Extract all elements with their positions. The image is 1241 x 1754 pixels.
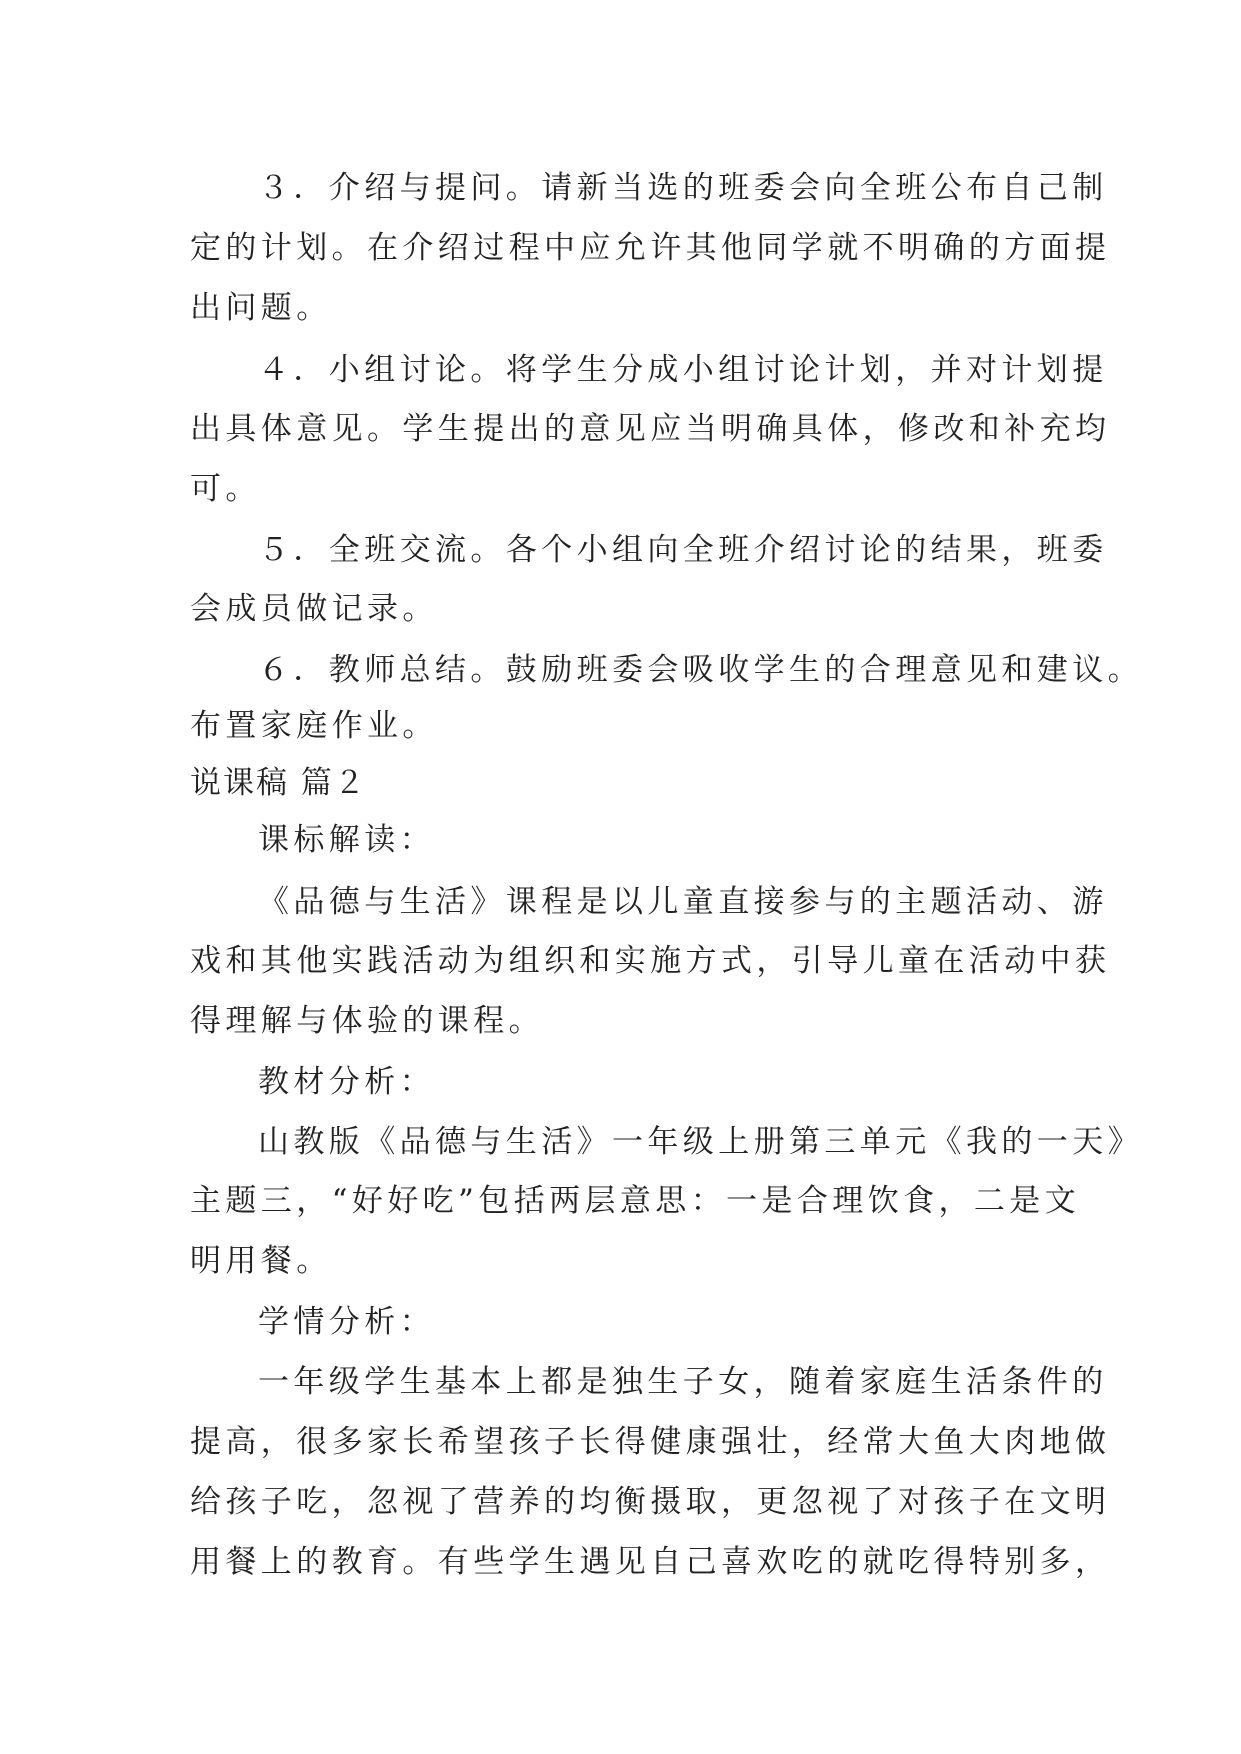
text-line: 可。	[190, 471, 261, 507]
text-line: ５．全班交流。各个小组向全班介绍讨论的结果，班委	[258, 532, 1108, 568]
text-line: 定的计划。在介绍过程中应允许其他同学就不明确的方面提	[190, 230, 1111, 266]
text-line: 戏和其他实践活动为组织和实施方式，引导儿童在活动中获	[190, 943, 1111, 979]
text-line: 给孩子吃，忽视了营养的均衡摄取，更忽视了对孩子在文明	[190, 1484, 1111, 1520]
text-line: 用餐上的教育。有些学生遇见自己喜欢吃的就吃得特别多，	[190, 1544, 1111, 1580]
subheading: 教材分析：	[258, 1064, 435, 1100]
text-line: 一年级学生基本上都是独生子女，随着家庭生活条件的	[258, 1364, 1108, 1400]
text-line: ６．教师总结。鼓励班委会吸收学生的合理意见和建议。	[258, 652, 1143, 688]
text-line: 明用餐。	[190, 1243, 332, 1279]
text-line: 会成员做记录。	[190, 591, 438, 627]
text-line: ３．介绍与提问。请新当选的班委会向全班公布自己制	[258, 170, 1108, 206]
text-line: 《品德与生活》课程是以儿童直接参与的主题活动、游	[258, 884, 1108, 920]
subheading: 课标解读：	[258, 822, 435, 858]
text-line: ４．小组讨论。将学生分成小组讨论计划，并对计划提	[258, 352, 1108, 388]
section-heading: 说课稿 篇２	[190, 765, 367, 801]
subheading: 学情分析：	[258, 1304, 435, 1340]
text-line: 出问题。	[190, 290, 332, 326]
text-line: 提高，很多家长希望孩子长得健康强壮，经常大鱼大肉地做	[190, 1424, 1111, 1460]
text-line: 布置家庭作业。	[190, 708, 438, 744]
text-line: 主题三，“好好吃”包括两层意思：一是合理饮食，二是文	[190, 1183, 1081, 1219]
text-line: 山教版《品德与生活》一年级上册第三单元《我的一天》	[258, 1124, 1143, 1160]
text-line: 得理解与体验的课程。	[190, 1003, 544, 1039]
text-line: 出具体意见。学生提出的意见应当明确具体，修改和补充均	[190, 411, 1111, 447]
